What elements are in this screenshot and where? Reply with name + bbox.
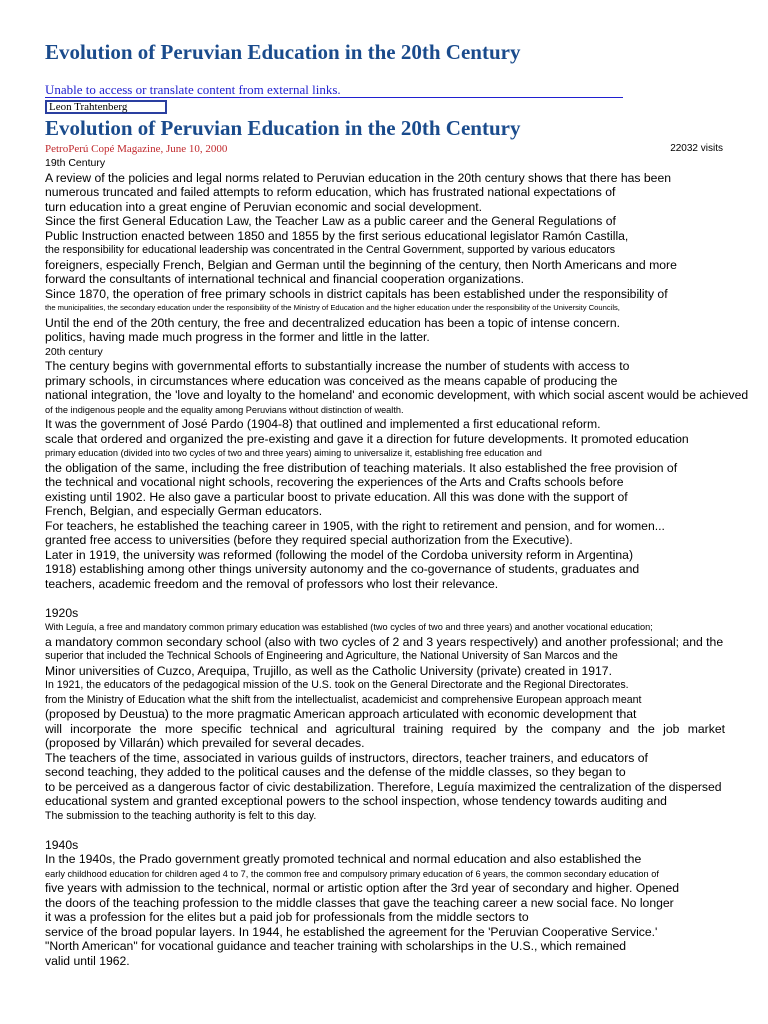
text-line: French, Belgian, and especially German educators. (45, 504, 323, 518)
text-line: early childhood education for children aged 4 to 7, the common free and compulsory primary education of 6 years, the common secondary education of (45, 868, 659, 879)
text-line: national integration, the 'love and loyalty to the homeland' and economic development, with which social ascent would be achieved (45, 388, 749, 402)
text-line: Since the first General Education Law, the Teacher Law as a public career and the General Regulations of (45, 214, 616, 228)
text-line: Since 1870, the operation of free primary schools in district capitals has been established under the responsibility of (45, 286, 668, 301)
text-line: a mandatory common secondary school (also with two cycles of 2 and 3 years respectively) and another professional; and the (45, 634, 724, 649)
text-line: granted free access to universities (before they required special authorization from the Executive). (45, 533, 573, 547)
text-line: five years with admission to the technical, normal or artistic option after the 3rd year of secondary and higher. Opened (45, 881, 680, 895)
text-line: educational system and granted exceptional powers to the school inspection, whose tendency towards auditing and (45, 794, 667, 808)
text-line: Minor universities of Cuzco, Arequipa, Trujillo, as well as the Catholic University (private) created in 1917. (45, 663, 612, 678)
paragraph-gap (45, 591, 740, 606)
text-line: foreigners, especially French, Belgian and German until the beginning of the century, then North Americans and more (45, 257, 677, 272)
external-link-notice[interactable]: Unable to access or translate content from external links. (45, 83, 623, 98)
text-line: superior that included the Technical Schools of Engineering and Agriculture, the National University of San Marcos and the (45, 650, 618, 662)
text-line: second teaching, they added to the political causes and the defense of the middle classes, so they began to (45, 765, 626, 779)
text-line: With Leguía, a free and mandatory common primary education was established (two cycles of two and three years) and another vocational education; (45, 622, 653, 632)
text-line: In 1921, the educators of the pedagogical mission of the U.S. took on the General Directorate and the Regional Directorates. (45, 679, 629, 691)
text-line: existing until 1902. He also gave a particular boost to private education. All this was done with the support of (45, 489, 628, 504)
text-line: teachers, academic freedom and the removal of professors who lost their relevance. (45, 576, 499, 591)
text-line: "North American" for vocational guidance and teacher training with scholarships in the U.S., which remained (45, 939, 627, 953)
paragraph-gap (45, 823, 740, 838)
text-line: of the indigenous people and the equality among Peruvians without distinction of wealth. (45, 404, 404, 415)
text-line: the obligation of the same, including the free distribution of teaching materials. It also established the free provision of (45, 460, 678, 475)
section-heading: 1940s (45, 837, 79, 852)
text-line: The century begins with governmental efforts to substantially increase the number of students with access to (45, 359, 630, 373)
text-line: the technical and vocational night schools, recovering the experiences of the Arts and Crafts schools before (45, 475, 624, 489)
text-line: valid until 1962. (45, 953, 130, 968)
text-line: forward the consultants of international technical and financial cooperation organizations. (45, 272, 524, 286)
text-line: scale that ordered and organized the pre-existing and gave it a direction for future developments. It promoted education (45, 431, 689, 446)
section-heading: 1920s (45, 605, 79, 620)
text-line: from the Ministry of Education what the shift from the intellectualist, academicist and comprehensive European approach meant (45, 693, 642, 706)
text-line: turn education into a great engine of Peruvian economic and social development. (45, 199, 483, 214)
article-source: PetroPerú Copé Magazine, June 10, 2000 (45, 143, 228, 155)
section-heading: 19th Century (45, 157, 106, 169)
text-line: it was a profession for the elites but a paid job for professionals from the middle sectors to (45, 910, 529, 924)
text-line: 1918) establishing among other things university autonomy and the co-governance of students, graduates and (45, 562, 640, 576)
text-line: primary education (divided into two cycles of two and three years) aiming to universalize it, establishing free education and (45, 448, 542, 458)
text-line: service of the broad popular layers. In 1944, he established the agreement for the 'Peruvian Cooperative Service.' (45, 924, 658, 939)
text-line: politics, having made much progress in the former and little in the latter. (45, 330, 430, 344)
text-line: (proposed by Deustua) to the more pragmatic American approach articulated with economic development that (45, 707, 637, 721)
text-line: the municipalities, the secondary education under the responsibility of the Ministry of Education and the higher education under the responsibility of the University Councils, (45, 303, 620, 312)
text-line: It was the government of José Pardo (1904-8) that outlined and implemented a first educational reform. (45, 417, 601, 431)
text-line: the responsibility for educational leadership was concentrated in the Central Government, supported by various educators (45, 244, 616, 256)
text-line: The submission to the teaching authority is felt to this day. (45, 809, 317, 822)
text-line: For teachers, he established the teaching career in 1905, with the right to retirement and pension, and for women... (45, 518, 665, 533)
text-line: Public Instruction enacted between 1850 and 1855 by the first serious educational legislator Ramón Castilla, (45, 228, 629, 243)
visit-count: 22032 visits (670, 143, 723, 154)
text-line: Later in 1919, the university was reformed (following the model of the Cordoba university reform in Argentina) (45, 547, 634, 562)
text-line: Until the end of the 20th century, the free and decentralized education has been a topic of intense concern. (45, 315, 621, 330)
text-line: A review of the policies and legal norms related to Peruvian education in the 20th century shows that there has been (45, 170, 672, 185)
text-line: In the 1940s, the Prado government greatly promoted technical and normal education and also established the (45, 852, 642, 866)
page-title: Evolution of Peruvian Education in the 20th Century (45, 40, 521, 64)
article-body (45, 156, 749, 968)
text-line: (proposed by Villarán) which prevailed for several decades. (45, 736, 365, 750)
text-line: will incorporate the more specific technical and agricultural training required by the company and the job market (45, 721, 725, 736)
text-line: primary schools, in circumstances where education was conceived as the means capable of producing the (45, 373, 618, 388)
article-title: Evolution of Peruvian Education in the 20th Century (45, 116, 521, 140)
text-line: The teachers of the time, associated in various guilds of instructors, directors, teacher trainers, and educators of (45, 750, 648, 765)
text-line: to be perceived as a dangerous factor of civic destabilization. Therefore, Leguía maximized the centralization of the dispersed (45, 779, 722, 794)
article-meta (45, 143, 723, 157)
text-line: the doors of the teaching profession to the middle classes that gave the teaching career a new social face. No longer (45, 895, 674, 910)
section-heading: 20th century (45, 345, 103, 358)
author-name: Leon Trahtenberg (45, 100, 167, 114)
text-line: numerous truncated and failed attempts to reform education, which has frustrated national expectations of (45, 185, 616, 199)
